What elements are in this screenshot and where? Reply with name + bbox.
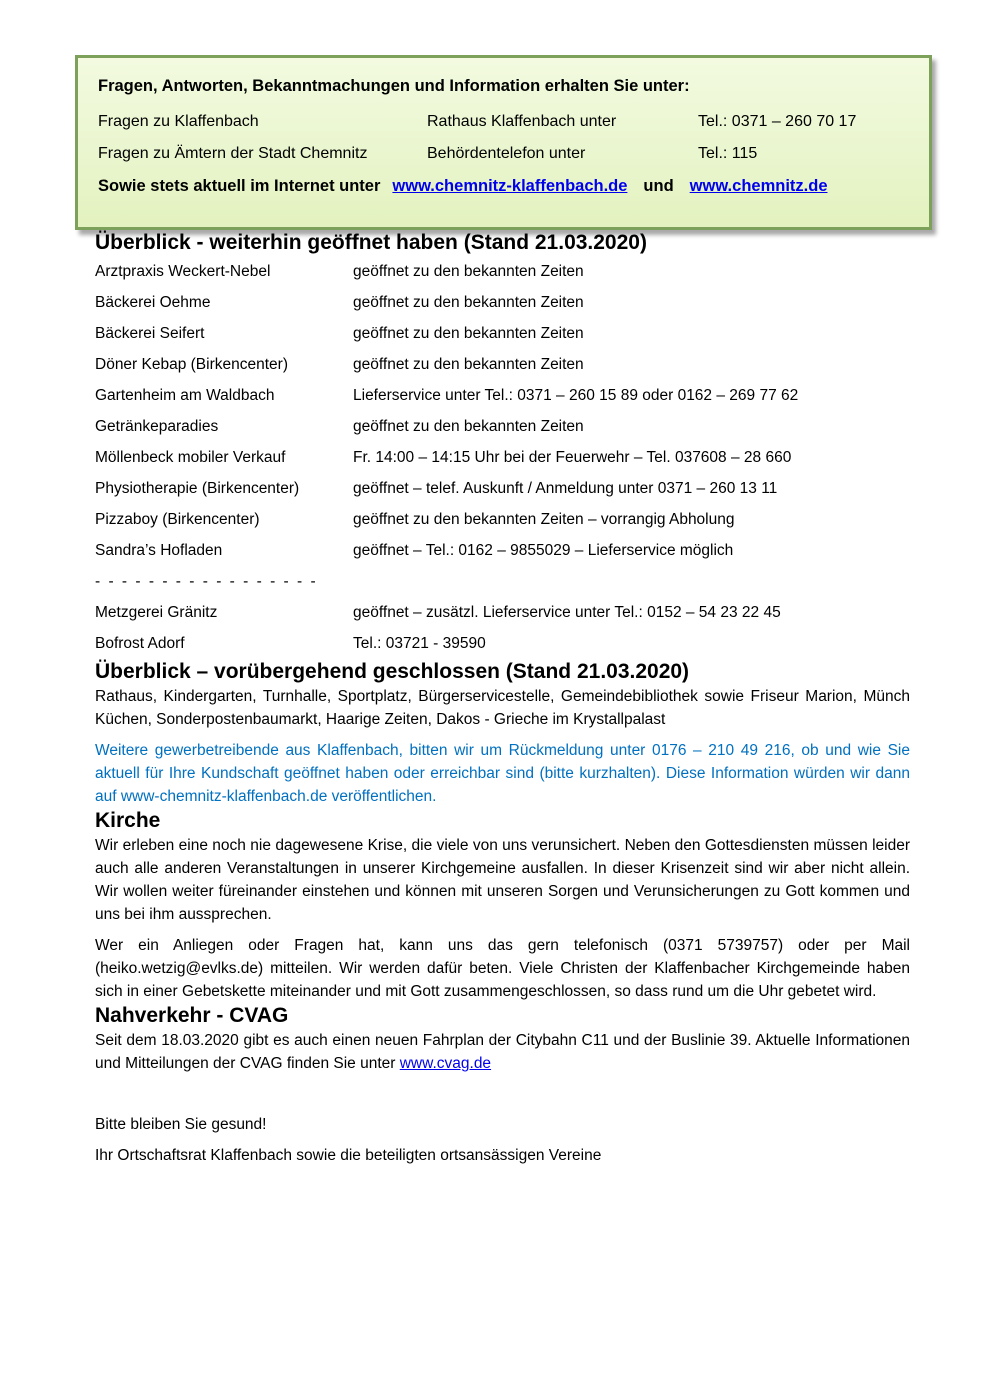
contact-topic: Fragen zu Ämtern der Stadt Chemnitz xyxy=(98,145,368,162)
transport-text: Seit dem 18.03.2020 gibt es auch einen neuen Fahrplan der Citybahn C11 und der Buslinie 39. Aktuelle Informationen und Mitteilungen der CVAG finden Sie unter xyxy=(95,1032,910,1072)
contact-phone: Tel.: 0371 – 260 70 17 xyxy=(698,113,857,130)
footer-and: und xyxy=(643,177,674,195)
business-status: Fr. 14:00 – 14:15 Uhr bei der Feuerwehr – Tel. 037608 – 28 660 xyxy=(353,449,792,466)
business-status: geöffnet zu den bekannten Zeiten xyxy=(353,263,584,280)
business-status: geöffnet zu den bekannten Zeiten xyxy=(353,325,584,342)
business-name: Döner Kebap (Birkencenter) xyxy=(95,356,288,373)
business-row xyxy=(95,535,910,566)
business-name: Metzgerei Gränitz xyxy=(95,604,218,621)
business-name: Arztpraxis Weckert-Nebel xyxy=(95,263,271,280)
business-row xyxy=(95,411,910,442)
business-row xyxy=(95,504,910,535)
closing-signature: Ihr Ortschaftsrat Klaffenbach sowie die beteiligten ortsansässigen Vereine xyxy=(95,1147,602,1164)
business-status: geöffnet – zusätzl. Lieferservice unter Tel.: 0152 – 54 23 22 45 xyxy=(353,604,781,621)
link-cvag[interactable]: www.cvag.de xyxy=(399,1055,492,1072)
business-name: Möllenbeck mobiler Verkauf xyxy=(95,449,286,466)
link-chemnitz-klaffenbach[interactable]: www.chemnitz-klaffenbach.de xyxy=(392,177,628,195)
business-status: geöffnet zu den bekannten Zeiten xyxy=(353,356,584,373)
info-box-row-klaffenbach xyxy=(98,106,909,138)
business-name: Pizzaboy (Birkencenter) xyxy=(95,511,260,528)
link-chemnitz[interactable]: www.chemnitz.de xyxy=(689,177,828,195)
closed-businesses-paragraph: Rathaus, Kindergarten, Turnhalle, Sportplatz, Bürgerservicestelle, Gemeindebibliothek sowie Friseur Marion, Münch Küchen, Sonderpostenbaumarkt, Haarige Zeiten, Dakos - Grieche im Krystallpalast xyxy=(95,688,910,728)
business-name: Physiotherapie (Birkencenter) xyxy=(95,480,300,497)
heading-open-overview: Überblick - weiterhin geöffnet haben (Stand 21.03.2020) xyxy=(95,231,647,254)
contact-place: Behördentelefon unter xyxy=(427,145,586,162)
church-paragraph-1: Wir erleben eine noch nie dagewesene Krise, die viele von uns verunsichert. Neben den Gottesdiensten müssen leider auch alle anderen Veranstaltungen in unserer Kirchgemeine ausfallen. In dieser Krisenzeit sind wir aber nicht allein. Wir wollen weiter füreinander einstehen und können mit unseren Sorgen und Verunsicherungen zu Gott kommen und uns bei ihm aussprechen. xyxy=(95,837,910,923)
closing-wish: Bitte bleiben Sie gesund! xyxy=(95,1116,267,1133)
business-status: geöffnet zu den bekannten Zeiten – vorrangig Abholung xyxy=(353,511,735,528)
business-name: Bäckerei Oehme xyxy=(95,294,211,311)
info-box-row-chemnitz xyxy=(98,138,909,170)
footer-prefix: Sowie stets aktuell im Internet unter xyxy=(98,177,381,195)
business-status: Tel.: 03721 - 39590 xyxy=(353,635,486,652)
business-row xyxy=(95,442,910,473)
business-status: geöffnet zu den bekannten Zeiten xyxy=(353,294,584,311)
business-row xyxy=(95,473,910,504)
business-name: Bofrost Adorf xyxy=(95,635,185,652)
business-row xyxy=(95,318,910,349)
contact-topic: Fragen zu Klaffenbach xyxy=(98,113,259,130)
business-name: Sandra’s Hofladen xyxy=(95,542,223,559)
business-name: Gartenheim am Waldbach xyxy=(95,387,275,404)
heading-church: Kirche xyxy=(95,809,161,832)
business-name: Bäckerei Seifert xyxy=(95,325,205,342)
feedback-notice-paragraph: Weitere gewerbetreibende aus Klaffenbach, bitten wir um Rückmeldung unter 0176 – 210 49 216, ob und wie Sie aktuell für Ihre Kundschaft geöffnet haben oder erreichbar sind (bitte kurzhalten). Diese Information würden wir dann auf www-chemnitz-klaffenbach.de veröffentlichen. xyxy=(95,742,910,805)
business-status: geöffnet – telef. Auskunft / Anmeldung unter 0371 – 260 13 11 xyxy=(353,480,778,497)
contact-phone: Tel.: 115 xyxy=(698,145,758,162)
business-row xyxy=(95,628,910,659)
business-row xyxy=(95,256,910,287)
contact-info-box xyxy=(75,55,932,230)
business-status: geöffnet – Tel.: 0162 – 9855029 – Lieferservice möglich xyxy=(353,542,734,559)
contact-place: Rathaus Klaffenbach unter xyxy=(427,113,617,130)
church-paragraph-2: Wer ein Anliegen oder Fragen hat, kann uns das gern telefonisch (0371 5739757) oder per Mail (heiko.wetzig@evlks.de) mitteilen. Wir werden dafür beten. Viele Christen der Klaffenbacher Kirchgemeinde haben sich in einer Gebetskette miteinander und mit Gott zusammengeschlossen, so dass rund um die Uhr gebetet wird. xyxy=(95,937,910,1000)
info-box-footer xyxy=(98,170,909,203)
business-row xyxy=(95,380,910,411)
business-status: Lieferservice unter Tel.: 0371 – 260 15 89 oder 0162 – 269 77 62 xyxy=(353,387,799,404)
transport-paragraph xyxy=(95,1029,910,1075)
main-content xyxy=(95,230,910,1167)
business-row xyxy=(95,597,910,628)
business-row xyxy=(95,349,910,380)
info-box-title: Fragen, Antworten, Bekanntmachungen und Information erhalten Sie unter: xyxy=(98,77,690,95)
business-status: geöffnet zu den bekannten Zeiten xyxy=(353,418,584,435)
dashed-separator: - - - - - - - - - - - - - - - - - xyxy=(95,573,317,590)
open-businesses-list xyxy=(95,256,910,659)
heading-transport: Nahverkehr - CVAG xyxy=(95,1004,289,1027)
business-name: Getränkeparadies xyxy=(95,418,219,435)
heading-closed-overview: Überblick – vorübergehend geschlossen (Stand 21.03.2020) xyxy=(95,660,690,683)
business-row xyxy=(95,287,910,318)
